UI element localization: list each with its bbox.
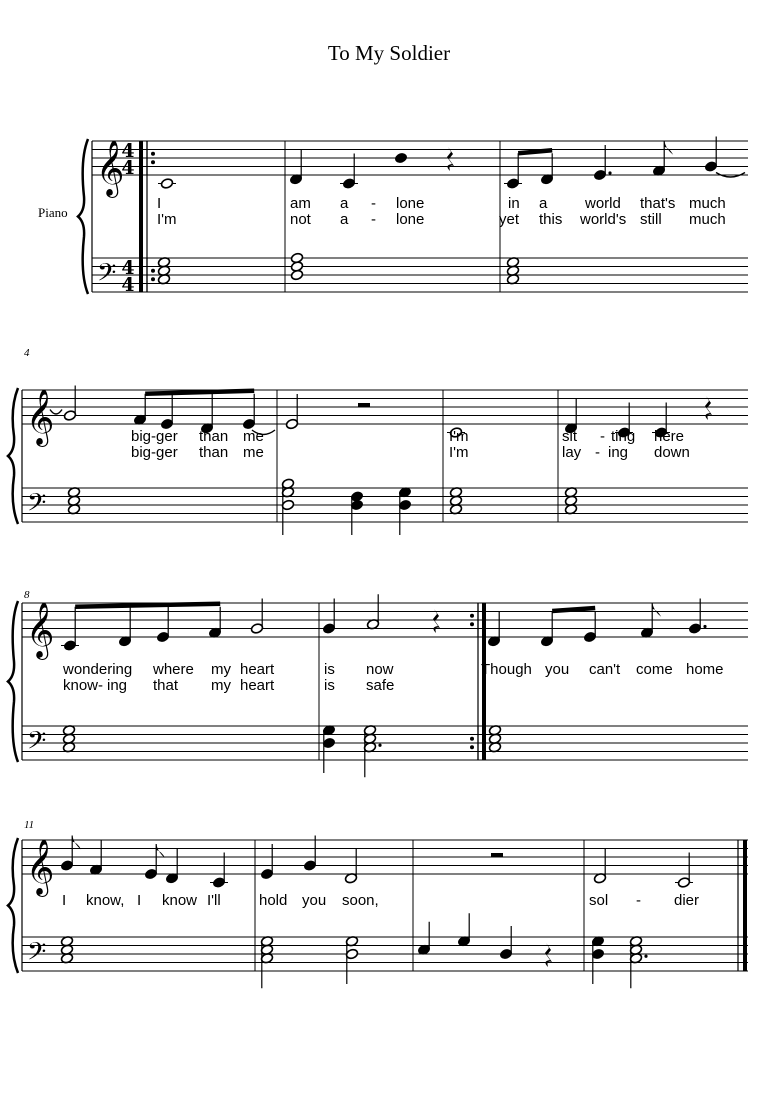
chord <box>488 724 501 753</box>
bass-clef-icon: 𝄢 <box>27 726 47 762</box>
beam <box>75 604 220 607</box>
beamed-eighths <box>540 608 596 647</box>
lyric-syllable: heart <box>240 677 275 694</box>
lyric-syllable: - <box>636 892 641 909</box>
flag <box>664 141 673 155</box>
note-E4 <box>260 844 273 880</box>
measure-number-11: 11 <box>24 819 35 831</box>
lyric-syllable: big-ger <box>131 444 178 461</box>
note-D4 <box>344 848 357 884</box>
chord <box>67 486 80 515</box>
chord <box>629 935 647 988</box>
lyric-syllable: still <box>640 211 662 228</box>
system-1 <box>78 137 748 297</box>
lyric-syllable: ing <box>608 444 629 461</box>
chord <box>260 935 273 988</box>
note-E4 <box>285 394 298 430</box>
lyric-syllable: is <box>324 677 335 694</box>
brace <box>78 139 88 294</box>
note-C4 <box>210 853 228 889</box>
lyric-syllable: a <box>340 195 349 212</box>
repeat-dot <box>151 269 155 273</box>
chord <box>345 935 358 984</box>
lyric-syllable: - <box>371 211 376 228</box>
lyric-syllable: know, <box>86 892 125 909</box>
measure-number-8: 8 <box>24 589 30 601</box>
lyric-syllable: home <box>686 661 724 678</box>
tsig-bass-top: 4 <box>121 257 135 279</box>
lyric-syllable: you <box>302 892 327 909</box>
lyric-syllable: that <box>153 677 179 694</box>
repeat-dot <box>470 737 474 741</box>
quarter-rest <box>433 609 440 633</box>
lyric-syllable: I'm <box>449 444 469 461</box>
lyric-syllable: - <box>371 195 376 212</box>
beamed-eighths <box>61 604 222 652</box>
beam <box>518 150 552 153</box>
lyric-syllable: world's <box>580 211 627 228</box>
dot <box>703 625 706 628</box>
repeat-dot <box>151 277 155 281</box>
lyric-syllable: hold <box>259 892 288 909</box>
lyric-syllable: than <box>199 428 229 445</box>
lyric-syllable: know <box>162 892 198 909</box>
lyric-syllable: am <box>290 195 311 212</box>
note-C4 <box>158 178 176 190</box>
instrument-label: Piano <box>38 205 68 220</box>
notehead <box>394 152 407 164</box>
lyric-syllable: much <box>689 211 726 228</box>
repeat-dot <box>470 614 474 618</box>
tsig-treble-top: 4 <box>121 140 135 162</box>
lyric-syllable: me <box>243 428 264 445</box>
lyric-syllable: heart <box>240 661 275 678</box>
lyric-syllable: - <box>595 444 600 461</box>
lyric-syllable: yet <box>499 211 520 228</box>
chord <box>449 486 462 515</box>
half-rest <box>491 853 503 857</box>
note-C4 <box>675 853 693 889</box>
lyric-syllable: a <box>340 211 349 228</box>
lyric-syllable: come <box>636 661 673 678</box>
treble-clef-icon: 𝄞 <box>26 389 55 445</box>
lyric-syllable: in <box>508 195 520 212</box>
quarter-rest <box>447 147 454 171</box>
repeat-dot <box>151 152 155 156</box>
chord <box>157 256 170 285</box>
lyric-syllable: ing <box>107 677 128 694</box>
chord <box>564 486 577 515</box>
chord <box>398 486 411 535</box>
lyric-syllable: me <box>243 444 264 461</box>
bass-clef-icon: 𝄢 <box>27 937 47 973</box>
score-systems <box>8 137 748 989</box>
lyric-syllable: soon, <box>342 892 379 909</box>
lyric-syllable: that's <box>640 195 676 212</box>
brace <box>8 388 18 524</box>
system-2 <box>8 386 748 536</box>
note-B4 <box>394 152 407 164</box>
note-G4 <box>303 836 316 872</box>
treble-staff <box>22 390 748 424</box>
quarter-rest <box>705 396 712 420</box>
system-4 <box>8 836 748 989</box>
treble-clef-icon: 𝄞 <box>26 602 55 658</box>
lyric-syllable: know- <box>63 677 104 694</box>
quarter-rest <box>545 943 552 967</box>
note-G4 <box>322 599 335 635</box>
note-D4 <box>487 611 500 647</box>
lyric-syllable: Though <box>481 661 532 678</box>
note-F4 <box>652 141 673 177</box>
treble-clef-icon: 𝄞 <box>96 140 125 196</box>
lyric-syllable: lay <box>562 444 582 461</box>
chord <box>322 724 335 773</box>
repeat-dot <box>470 745 474 749</box>
tsig-treble-bottom: 4 <box>121 157 135 179</box>
notehead <box>290 252 303 264</box>
bass-note <box>457 913 470 947</box>
bass-clef-icon: 𝄢 <box>97 258 117 294</box>
lyric-syllable: now <box>366 661 394 678</box>
lyric-syllable: dier <box>674 892 700 909</box>
beam <box>552 608 595 611</box>
lyric-syllable: much <box>689 195 726 212</box>
lyric-syllable: where <box>153 661 194 678</box>
dot <box>378 744 381 747</box>
lyric-syllable: I <box>157 195 162 212</box>
measure-number-4: 4 <box>24 347 30 359</box>
treble-staff <box>22 603 748 637</box>
dot <box>608 171 611 174</box>
flag <box>72 836 81 850</box>
note-F4 <box>640 603 661 639</box>
brace <box>8 838 18 973</box>
note-G4 <box>250 599 263 635</box>
lyric-syllable: lone <box>396 195 425 212</box>
lyric-syllable: I'm <box>449 428 469 445</box>
lyric-syllable: can't <box>589 661 621 678</box>
bass-staff <box>22 726 748 760</box>
lyric-syllable: big-ger <box>131 428 178 445</box>
lyric-syllable: wondering <box>63 661 133 678</box>
note-A4 <box>366 594 379 630</box>
bass-note <box>417 922 430 956</box>
lyric-syllable: this <box>539 211 563 228</box>
bass-staff <box>22 488 748 522</box>
lyric-syllable: safe <box>366 677 395 694</box>
lyric-syllable: you <box>545 661 570 678</box>
treble-staff <box>92 141 748 175</box>
lyric-syllable: - <box>600 428 605 445</box>
lyric-syllable: not <box>290 211 311 228</box>
lyric-syllable: than <box>199 444 229 461</box>
beamed-eighths <box>504 150 554 189</box>
lyric-syllable: I <box>137 892 142 909</box>
lyric-syllable: is <box>324 661 335 678</box>
note-G4 <box>63 386 76 422</box>
note-D4 <box>165 848 178 884</box>
lyric-syllable: sol <box>589 892 609 909</box>
lyric-syllable: down <box>654 444 690 461</box>
note-D4 <box>593 848 606 884</box>
flag <box>652 603 661 617</box>
lyric-syllable: a <box>539 195 548 212</box>
half-rest <box>358 403 370 407</box>
bass-staff <box>92 258 748 292</box>
chord <box>591 935 604 984</box>
dot <box>644 955 647 958</box>
treble-staff <box>22 840 748 874</box>
lyric-syllable: ting <box>611 428 636 445</box>
lyric-syllable: my <box>211 677 231 694</box>
notehead <box>160 178 173 190</box>
note-G4 <box>704 137 717 173</box>
bass-note <box>499 926 512 960</box>
lyric-syllable: my <box>211 661 231 678</box>
chord <box>363 724 381 777</box>
chord <box>62 724 75 753</box>
lyric-syllable: world <box>585 195 621 212</box>
repeat-dot <box>151 160 155 164</box>
note-C4 <box>340 154 358 190</box>
brace <box>8 601 18 762</box>
lyric-syllable: lone <box>396 211 425 228</box>
note-F4 <box>89 840 102 876</box>
lyric-syllable: sit <box>562 428 577 445</box>
tsig-bass-bottom: 4 <box>121 274 135 296</box>
chord <box>281 478 294 535</box>
lyric-syllable: I'm <box>157 211 177 228</box>
system-3 <box>8 594 748 777</box>
chord <box>60 935 73 964</box>
lyric-syllable: here <box>654 428 685 445</box>
lyric-syllable: I'll <box>207 892 221 909</box>
flag <box>156 844 165 858</box>
chord <box>506 256 519 285</box>
bass-clef-icon: 𝄢 <box>27 488 47 524</box>
beam <box>145 391 254 394</box>
score-title: To My Soldier <box>327 41 451 65</box>
chord <box>290 252 303 281</box>
lyric-syllable: I <box>62 892 67 909</box>
treble-clef-icon: 𝄞 <box>26 839 55 895</box>
chord <box>350 491 363 535</box>
repeat-dot <box>470 622 474 626</box>
note-D4 <box>289 149 302 185</box>
